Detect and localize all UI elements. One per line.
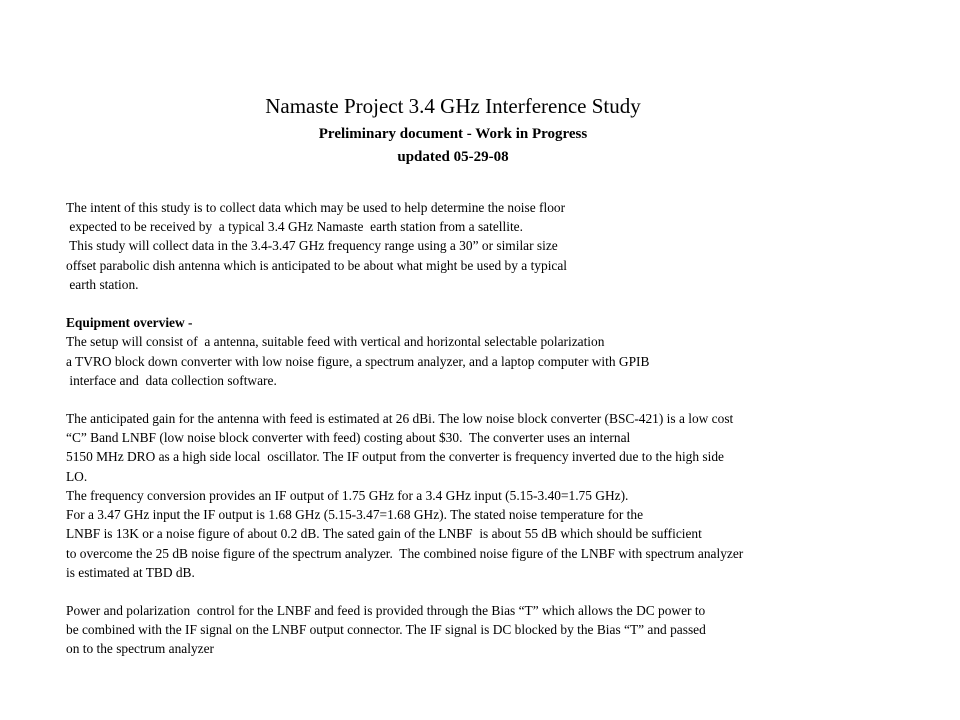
gain-line: “C” Band LNBF (low noise block converter with feed) costing about $30. The converter uses an internal bbox=[66, 430, 631, 445]
power-line: be combined with the IF signal on the LNBF output connector. The IF signal is DC blocked by the Bias “T” and passed bbox=[66, 622, 706, 637]
equipment-line: a TVRO block down converter with low noise figure, a spectrum analyzer, and a laptop computer with GPIB bbox=[66, 354, 650, 369]
power-line: on to the spectrum analyzer bbox=[66, 641, 214, 656]
intro-line: earth station. bbox=[66, 277, 139, 292]
equipment-line: interface and data collection software. bbox=[66, 373, 277, 388]
equipment-heading: Equipment overview - bbox=[66, 315, 193, 330]
document-subtitle: Preliminary document - Work in Progress bbox=[318, 126, 588, 142]
equipment-line: The setup will consist of a antenna, suitable feed with vertical and horizontal selectable polarization bbox=[66, 334, 605, 349]
intro-line: This study will collect data in the 3.4-3.47 GHz frequency range using a 30” or similar size bbox=[66, 238, 558, 253]
update-date: updated 05-29-08 bbox=[397, 149, 509, 165]
intro-line: The intent of this study is to collect data which may be used to help determine the noise floor bbox=[66, 200, 566, 215]
gain-line: For a 3.47 GHz input the IF output is 1.68 GHz (5.15-3.47=1.68 GHz). The stated noise temperature for the bbox=[66, 507, 644, 522]
gain-line: to overcome the 25 dB noise figure of the spectrum analyzer. The combined noise figure of the LNBF with spectrum analyzer bbox=[66, 546, 744, 561]
intro-line: offset parabolic dish antenna which is anticipated to be about what might be used by a typical bbox=[66, 258, 568, 273]
gain-line: The anticipated gain for the antenna with feed is estimated at 26 dBi. The low noise block converter (BSC-421) is a low cost bbox=[66, 411, 734, 426]
gain-line: The frequency conversion provides an IF output of 1.75 GHz for a 3.4 GHz input (5.15-3.40=1.75 GHz). bbox=[66, 488, 629, 503]
power-line: Power and polarization control for the LNBF and feed is provided through the Bias “T” which allows the DC power to bbox=[66, 603, 706, 618]
intro-line: expected to be received by a typical 3.4 GHz Namaste earth station from a satellite. bbox=[66, 219, 523, 234]
gain-line: is estimated at TBD dB. bbox=[66, 565, 195, 580]
document-title: Namaste Project 3.4 GHz Interference Study bbox=[265, 94, 641, 118]
gain-line: 5150 MHz DRO as a high side local oscillator. The IF output from the converter is frequency inverted due to the high side bbox=[66, 449, 724, 464]
gain-line: LNBF is 13K or a noise figure of about 0.2 dB. The sated gain of the LNBF is about 55 dB which should be sufficient bbox=[66, 526, 702, 541]
gain-line: LO. bbox=[66, 469, 88, 484]
